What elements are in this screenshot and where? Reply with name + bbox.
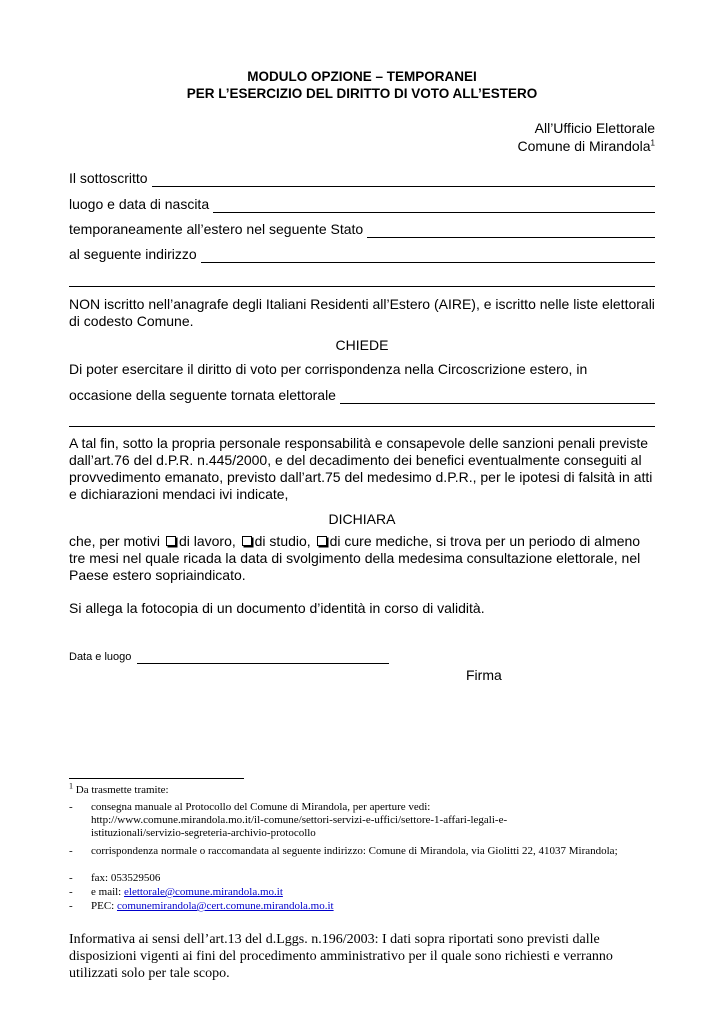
checkbox-studio[interactable]: [242, 536, 252, 546]
label-tornata-elettorale: occasione della seguente tornata elettorale: [69, 387, 336, 403]
footnote-separator: [69, 778, 244, 779]
footnote-item-pec: [69, 900, 669, 913]
recipient-comune: [517, 137, 655, 155]
pec-link[interactable]: comunemirandola@cert.comune.mirandola.mo.it: [116, 900, 334, 912]
option-lavoro: di lavoro,: [178, 533, 236, 549]
blank-sottoscritto[interactable]: [152, 173, 655, 187]
pec-label: PEC:: [91, 900, 115, 912]
footnote-intro: [69, 781, 169, 797]
footnote-item-corrispondenza-text: corrispondenza normale o raccomandata al seguente indirizzo: Comune di Mirandola, via Giolitti 22, 41037 Mirandola;: [91, 845, 618, 857]
option-studio: di studio,: [254, 533, 311, 549]
email-link[interactable]: elettorale@comune.mirandola.mo.it: [124, 886, 283, 898]
footnote-number: 1: [69, 781, 73, 791]
blank-data-luogo[interactable]: [137, 652, 389, 664]
dichiara-text: [69, 533, 659, 584]
blank-luogo-data-nascita[interactable]: [213, 199, 655, 213]
dichiara-heading: DICHIARA: [328, 511, 396, 527]
firma-label: Firma: [466, 667, 502, 683]
recipient-office: All’Ufficio Elettorale: [534, 120, 655, 136]
non-iscritto-paragraph: NON iscritto nell’anagrafe degli Italiani Residenti all’Estero (AIRE), e iscritto nelle liste elettorali di codesto Comune.: [69, 296, 655, 329]
footnote-intro-text: Da trasmette tramite:: [75, 784, 169, 796]
field-data-luogo[interactable]: [69, 650, 389, 664]
footnote-item-fax-text: fax: 053529506: [91, 872, 161, 884]
label-stato-estero: temporaneamente all’estero nel seguente Stato: [69, 221, 364, 237]
field-luogo-data-nascita[interactable]: [69, 195, 655, 213]
field-sottoscritto[interactable]: [69, 169, 655, 187]
footnote-item-consegna: [69, 801, 669, 841]
footnote-ref: 1: [650, 138, 655, 148]
allega-text: Si allega la fotocopia di un documento d’identità in corso di validità.: [69, 600, 485, 616]
blank-tornata-continued[interactable]: [69, 426, 655, 427]
footnote-dash: -: [69, 886, 73, 898]
footnote-item-fax: [69, 872, 669, 885]
recipient-comune-text: Comune di Mirandola: [517, 138, 651, 154]
blank-indirizzo[interactable]: [201, 249, 655, 263]
field-stato-estero[interactable]: [69, 220, 655, 238]
blank-stato-estero[interactable]: [367, 224, 655, 238]
dichiara-rest: almeno tre mesi nel quale ricada la data di svolgimento della medesima consultazione elettorale, nel Paese estero sopriaindicato.: [69, 533, 641, 583]
option-cure-mediche: di cure mediche, si trova per un periodo di: [329, 533, 591, 549]
blank-indirizzo-continued[interactable]: [69, 286, 655, 287]
field-indirizzo[interactable]: [69, 245, 655, 263]
informativa-privacy: Informativa ai sensi dell’art.13 del d.Lggs. n.196/2003: I dati sopra riportati sono previsti dalle disposizioni vigenti ai fini del procedimento amministrativo per il quale sono richiesti e verranno utilizzati solo per tale scopo.: [69, 932, 613, 981]
label-sottoscritto: Il sottoscritto: [69, 170, 148, 186]
field-tornata-elettorale[interactable]: [69, 386, 655, 404]
dichiara-part1: che, per motivi: [69, 533, 161, 549]
footnote-dash: -: [69, 845, 73, 857]
chiede-heading: CHIEDE: [335, 337, 389, 353]
form-title-line2: PER L’ESERCIZIO DEL DIRITTO DI VOTO ALL’ESTERO: [186, 86, 538, 101]
checkbox-lavoro[interactable]: [166, 536, 176, 546]
label-indirizzo: al seguente indirizzo: [69, 246, 197, 262]
blank-tornata-elettorale[interactable]: [340, 390, 655, 404]
footnote-item-email: [69, 886, 669, 899]
footnote-dash: -: [69, 900, 73, 912]
chiede-text: Di poter esercitare il diritto di voto per corrispondenza nella Circoscrizione estero, in: [69, 361, 588, 377]
footnote-item-corrispondenza: [69, 845, 669, 871]
label-data-luogo: Data e luogo: [69, 651, 132, 663]
declaration-intro: A tal fin, sotto la propria personale responsabilità e consapevole delle sanzioni penali previste dall’art.76 del d.P.R. n.445/2000, e del decadimento dei benefici eventualmente conseguiti al provvedimento emanato, previsto dall’art.75 del medesimo d.P.R., per le ipotesi di falsità in atti e dichiarazioni mendaci ivi indicate,: [69, 435, 653, 502]
footnote-item-consegna-text: consegna manuale al Protocollo del Comune di Mirandola, per aperture vedi: http://www.comune.mirandola.mo.it/il-comune/settori-servizi-e-uffici/settore-1-affari-legali-e-istituzionali/servizio-segreteria-archivio-protocollo: [91, 801, 508, 839]
email-label: e mail:: [91, 886, 122, 898]
footnote-dash: -: [69, 872, 73, 884]
label-luogo-data-nascita: luogo e data di nascita: [69, 196, 210, 212]
footnote-dash: -: [69, 801, 73, 813]
form-title-line1: MODULO OPZIONE – TEMPORANEI: [247, 69, 477, 84]
checkbox-cure-mediche[interactable]: [317, 536, 327, 546]
